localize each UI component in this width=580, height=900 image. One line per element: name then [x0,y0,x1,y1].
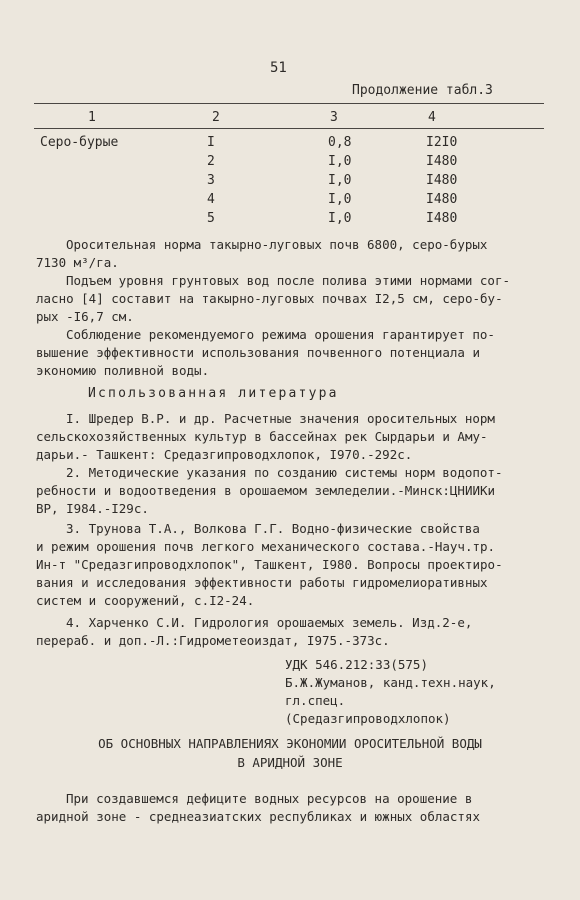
table-cell: I480 [426,192,458,207]
author-affiliation: (Средазгипроводхлопок) [285,711,451,726]
table-cell: 2 [207,154,215,169]
table-cell: 3 [207,173,215,188]
table-cell: I,0 [328,154,352,169]
table-cell: 4 [207,192,215,207]
paragraph-irrigation-norm: Оросительная норма такырно-луговых почв 6800, серо-бурых 7130 м³/га. [36,237,488,270]
table-cell: I480 [426,173,458,188]
table-cell: 0,8 [328,135,352,150]
paragraph-groundwater: Подъем уровня грунтовых вод после полива этими нормами сог- ласно [4] составит на такырно-луговых почвах I2,5 см, серо-бу- рых -I6,7 см. [36,273,511,324]
table-header-4: 4 [428,110,436,125]
author-name: Б.Ж.Жуманов, канд.техн.наук, [285,675,496,690]
reference-4: 4. Харченко С.И. Гидрология орошаемых земель. Изд.2-е, перераб. и доп.-Л.:Гидрометеоиздат, I975.-373с. [36,615,473,648]
table-header-rule [34,128,544,129]
paragraph-regime: Соблюдение рекомендуемого режима орошения гарантирует по- вышение эффективности использования почвенного потенциала и экономию поливной воды. [36,327,495,378]
table-cell: I,0 [328,173,352,188]
author-position: гл.спец. [285,693,346,708]
table-cell: I480 [426,154,458,169]
reference-2: 2. Методические указания по созданию системы норм водопот- ребности и водоотведения в орошаемом земледелии.-Минск:ЦНИИКи ВР, I984.-I29с. [36,465,503,516]
references-heading: Использованная литература [88,386,339,401]
table-header-3: 3 [330,110,338,125]
udk-code: УДК 546.212:33(575) [285,657,428,672]
table-cell: I [207,135,215,150]
table-cell: I,0 [328,192,352,207]
paragraph-intro: При создавшемся дефиците водных ресурсов на орошение в аридной зоне - среднеазиатских республиках и южных областях [36,791,481,824]
reference-1: I. Шредер В.Р. и др. Расчетные значения оросительных норм сельскохозяйственных культур в бассейнах рек Сырдарьи и Аму- дарьи.- Ташкент: Средазгипроводхлопок, I970.-292с. [36,411,495,462]
table-cell: I2I0 [426,135,458,150]
table-cell: 5 [207,211,215,226]
udk-author-block [285,656,496,728]
reference-3: 3. Трунова Т.А., Волкова Г.Г. Водно-физические свойства и режим орошения почв легкого механического состава.-Науч.тр. Ин-т "Средазгипроводхлопок", Ташкент, I980. Вопросы проектиро- вания и исследования эффективности работы гидромелиоративных систем и сооружений, с.I2-24. [36,521,503,608]
article-title: ОБ ОСНОВНЫХ НАПРАВЛЕНИЯХ ЭКОНОМИИ ОРОСИТЕЛЬНОЙ ВОДЫ В АРИДНОЙ ЗОНЕ [98,736,482,770]
table-top-rule [34,103,544,104]
table-header-2: 2 [212,110,220,125]
table-header-1: 1 [88,110,96,125]
table-caption: Продолжение табл.3 [352,83,493,98]
page-number: 51 [270,60,287,76]
table-cell: I,0 [328,211,352,226]
table-cell: I480 [426,211,458,226]
table-cell: Серо-бурые [40,135,119,150]
